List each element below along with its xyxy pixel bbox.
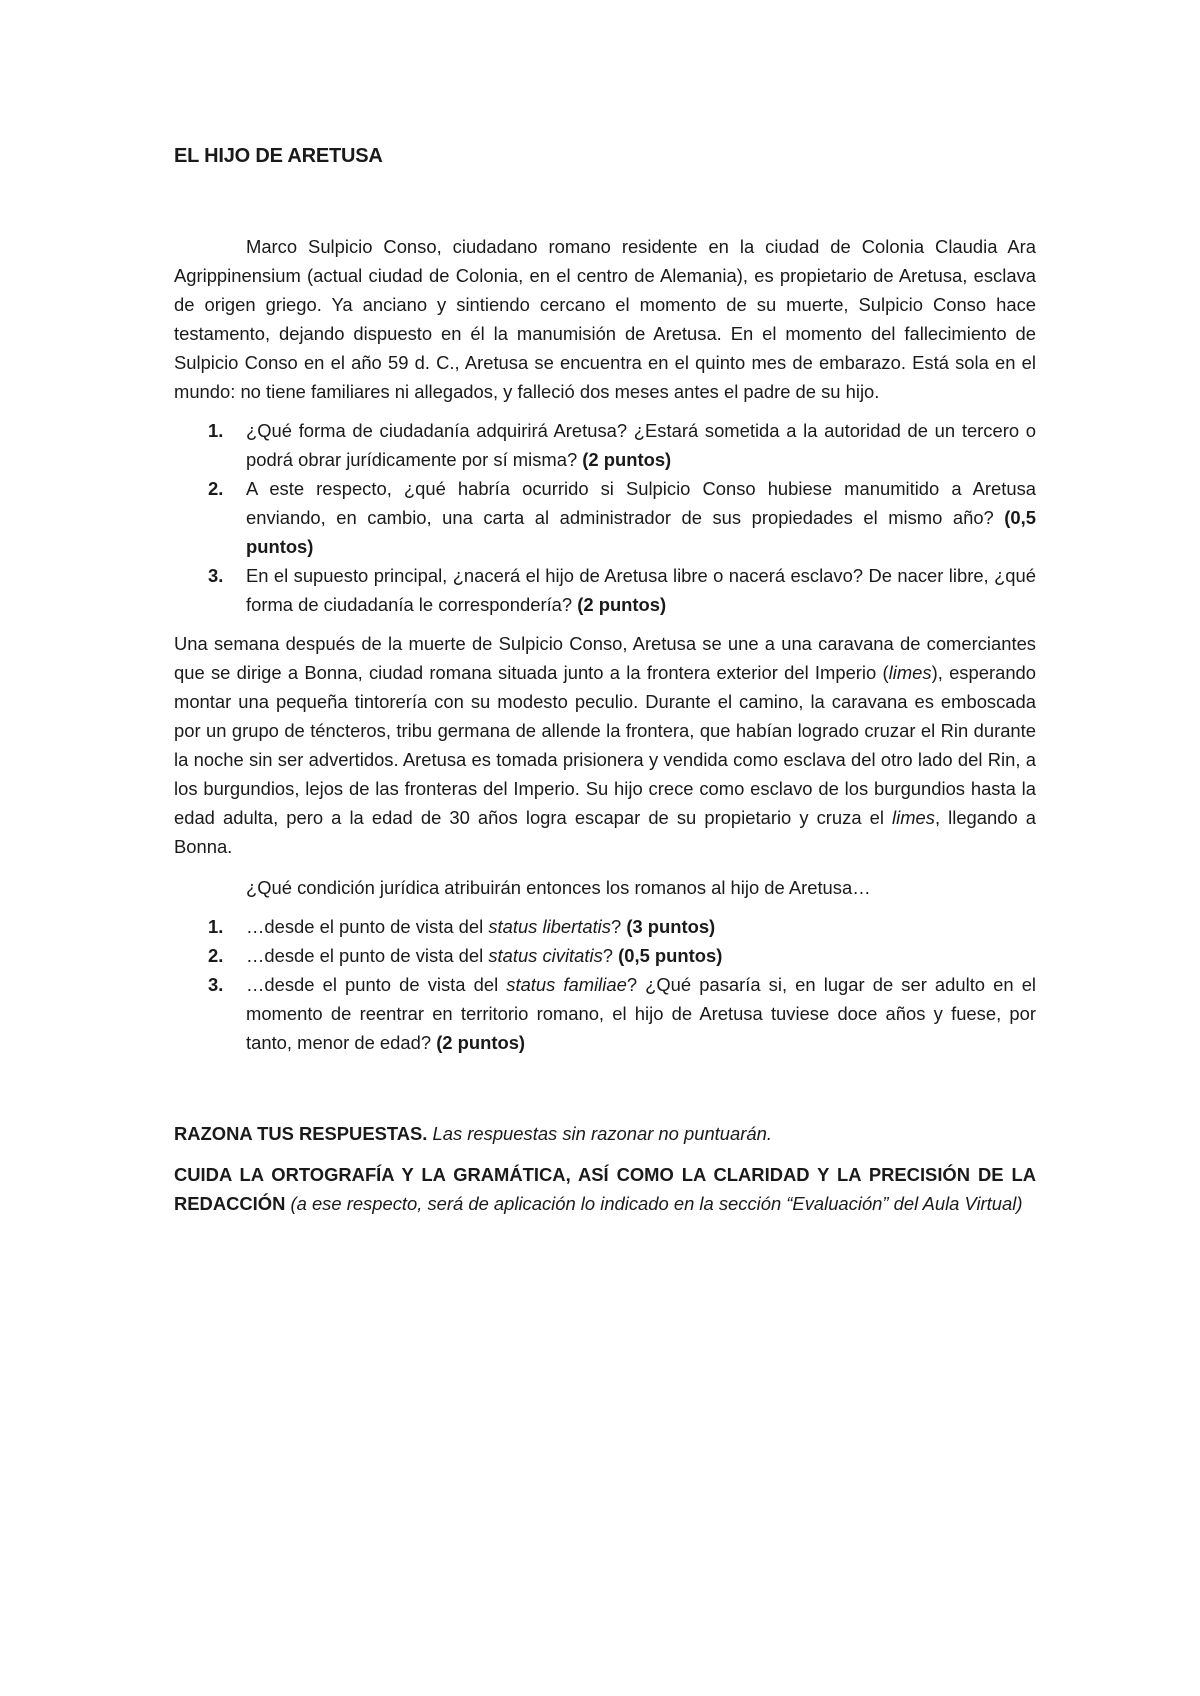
question-points: (3 puntos): [626, 916, 716, 937]
intro-paragraph: Marco Sulpicio Conso, ciudadano romano residente en la ciudad de Colonia Claudia Ara Agrippinensium (actual ciudad de Colonia, en el centro de Alemania), es propietario de Aretusa, esclava de origen griego. Ya anciano y sintiendo cercano el momento de su muerte, Sulpicio Conso hace testamento, dejando dispuesto en él la manumisión de Aretusa. En el momento del fallecimiento de Sulpicio Conso en el año 59 d. C., Aretusa se encuentra en el quinto mes de embarazo. Está sola en el mundo: no tiene familiares ni allegados, y falleció dos meses antes el padre de su hijo.: [174, 236, 1036, 402]
instruction-bold: CUIDA LA ORTOGRAFÍA Y LA GRAMÁTICA, ASÍ COMO LA CLARIDAD Y LA PRECISIÓN DE LA REDACCIÓN: [174, 1164, 1036, 1214]
question-text: ¿Qué forma de ciudadanía adquirirá Aretusa? ¿Estará sometida a la autoridad de un tercero o podrá obrar jurídicamente por sí misma?: [246, 420, 1036, 470]
list-item: [174, 416, 1036, 474]
list-item: [174, 912, 1036, 941]
instruction-italic: (a ese respecto, será de aplicación lo indicado en la sección “Evaluación” del Aula Virtual): [285, 1193, 1023, 1214]
latin-term: status civitatis: [488, 945, 603, 966]
question-list-2: [174, 912, 1036, 1057]
list-number: 1.: [208, 420, 224, 441]
instruction-reasoning: [174, 1119, 1036, 1148]
question-intro: ¿Qué condición jurídica atribuirán entonces los romanos al hijo de Aretusa…: [246, 877, 871, 898]
list-number: 3.: [208, 974, 224, 995]
instruction-italic: Las respuestas sin razonar no puntuarán.: [427, 1123, 772, 1144]
instruction-writing: [174, 1160, 1036, 1218]
question-text: …desde el punto de vista del: [246, 916, 489, 937]
question-text: …desde el punto de vista del: [246, 945, 489, 966]
document-page: [174, 0, 1036, 1696]
question-text: ? ¿Qué pasaría si, en lugar de ser adulto en el momento de reentrar en territorio romano, el hijo de Aretusa tuviese doce años y fuese, por tanto, menor de edad?: [246, 974, 1037, 1053]
latin-term: limes: [888, 662, 932, 683]
list-item: [174, 970, 1036, 1057]
narrative-text: Una semana después de la muerte de Sulpicio Conso, Aretusa se une a una caravana de comerciantes que se dirige a Bonna, ciudad romana situada junto a la frontera exterior del Imperio (: [174, 633, 1036, 683]
list-number: 2.: [208, 945, 224, 966]
question-text: ?: [610, 916, 627, 937]
latin-term: limes: [892, 807, 935, 828]
question-points: (2 puntos): [436, 1032, 526, 1053]
question-points: (0,5 puntos): [246, 507, 1036, 557]
list-item: [174, 561, 1036, 619]
latin-term: status libertatis: [488, 916, 611, 937]
narrative-text: , llegando a Bonna.: [174, 807, 1036, 857]
question-points: (2 puntos): [582, 449, 672, 470]
list-item: [174, 941, 1036, 970]
question-points: (0,5 puntos): [618, 945, 723, 966]
narrative-text: ), esperando montar una pequeña tintorería con su modesto peculio. Durante el camino, la caravana es emboscada por un grupo de téncteros, tribu germana de allende la frontera, que habían logrado cruzar el Rin durante la noche sin ser advertidos. Aretusa es tomada prisionera y vendida como esclava del otro lado del Rin, a los burgundios, lejos de las fronteras del Imperio. Su hijo crece como esclavo de los burgundios hasta la edad adulta, pero a la edad de 30 años logra escapar de su propietario y cruza el: [174, 662, 1036, 828]
question-points: (2 puntos): [577, 594, 667, 615]
question-text: …desde el punto de vista del: [246, 974, 507, 995]
instruction-bold: RAZONA TUS RESPUESTAS.: [174, 1123, 428, 1144]
document-body: [174, 232, 1036, 1218]
list-number: 2.: [208, 478, 224, 499]
list-number: 1.: [208, 916, 224, 937]
question-list-1: [174, 416, 1036, 619]
list-number: 3.: [208, 565, 224, 586]
latin-term: status familiae: [506, 974, 627, 995]
list-item: [174, 474, 1036, 561]
document-title: EL HIJO DE ARETUSA: [174, 145, 383, 167]
question-text: En el supuesto principal, ¿nacerá el hijo de Aretusa libre o nacerá esclavo? De nacer libre, ¿qué forma de ciudadanía le correspondería?: [246, 565, 1036, 615]
question-text: A este respecto, ¿qué habría ocurrido si Sulpicio Conso hubiese manumitido a Aretusa enviando, en cambio, una carta al administrador de sus propiedades el mismo año?: [246, 478, 1036, 528]
narrative-paragraph: [174, 629, 1036, 861]
question-text: ?: [602, 945, 619, 966]
